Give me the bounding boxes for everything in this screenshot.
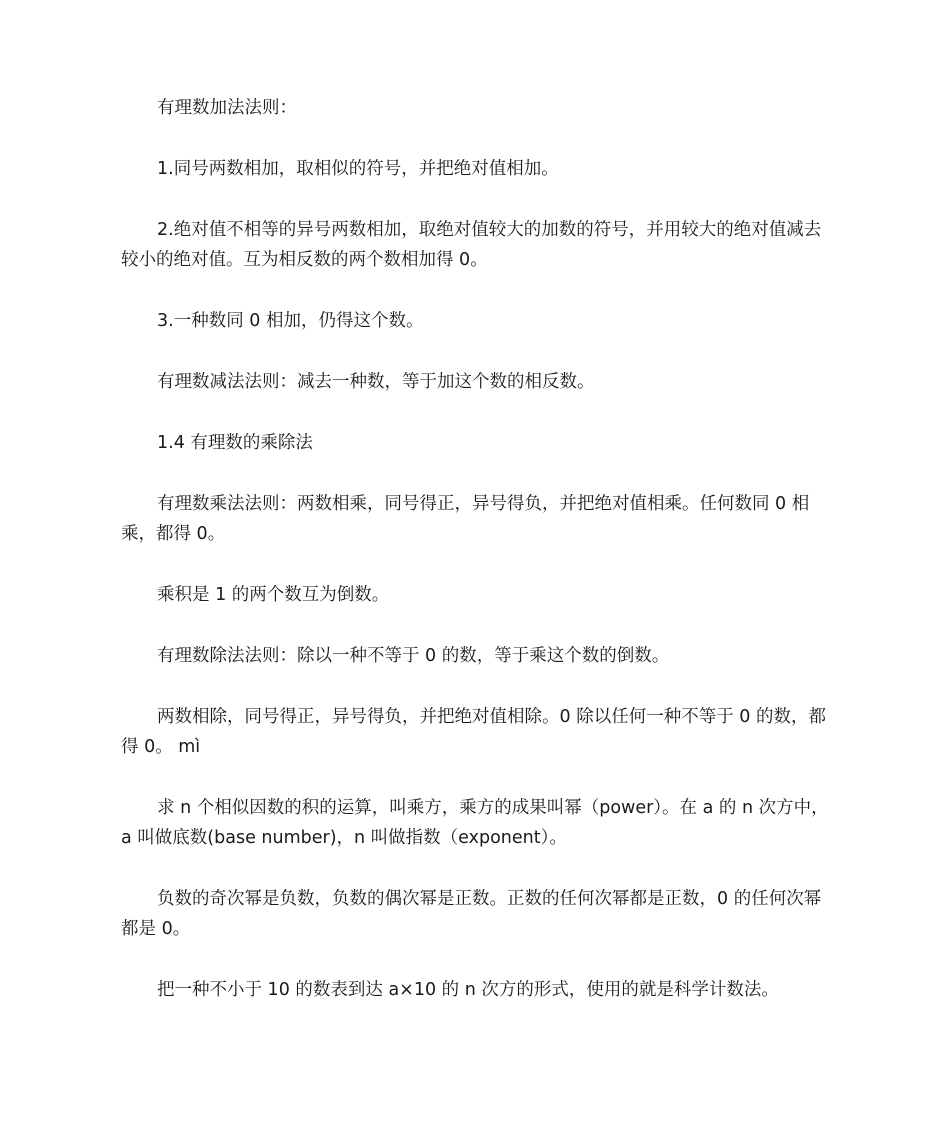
paragraph-power-definition: 求 n 个相似因数的积的运算，叫乘方，乘方的成果叫幂（power）。在 a 的 n 次方中，a 叫做底数(base number)，n 叫做指数（exponent）。 <box>121 798 829 848</box>
paragraph-addition-rule-heading: 有理数加法法则： <box>157 98 297 118</box>
section-heading-multiplication-division: 1.4 有理数的乘除法 <box>157 433 313 453</box>
paragraph-multiplication-rule: 有理数乘法法则：两数相乘，同号得正，异号得负，并把绝对值相乘。任何数同 0 相乘，都得 0。 <box>121 494 810 544</box>
paragraph-division-sign-rule: 两数相除，同号得正，异号得负，并把绝对值相除。0 除以任何一种不等于 0 的数，都得 0。 mì <box>121 707 826 757</box>
paragraph-addition-rule-3: 3.一种数同 0 相加，仍得这个数。 <box>157 311 424 331</box>
paragraph-subtraction-rule: 有理数减法法则：减去一种数，等于加这个数的相反数。 <box>157 372 595 392</box>
paragraph-addition-rule-1: 1.同号两数相加，取相似的符号，并把绝对值相加。 <box>157 159 559 179</box>
paragraph-reciprocal: 乘积是 1 的两个数互为倒数。 <box>157 585 390 605</box>
paragraph-power-sign-rule: 负数的奇次幂是负数，负数的偶次幂是正数。正数的任何次幂都是正数，0 的任何次幂都是 0。 <box>121 889 822 939</box>
paragraph-division-rule: 有理数除法法则：除以一种不等于 0 的数，等于乘这个数的倒数。 <box>157 646 670 666</box>
paragraph-addition-rule-2: 2.绝对值不相等的异号两数相加，取绝对值较大的加数的符号，并用较大的绝对值减去较小的绝对值。互为相反数的两个数相加得 0。 <box>121 220 822 270</box>
document-body <box>121 93 833 1036</box>
paragraph-scientific-notation: 把一种不小于 10 的数表到达 a×10 的 n 次方的形式，使用的就是科学计数法。 <box>157 980 779 1000</box>
